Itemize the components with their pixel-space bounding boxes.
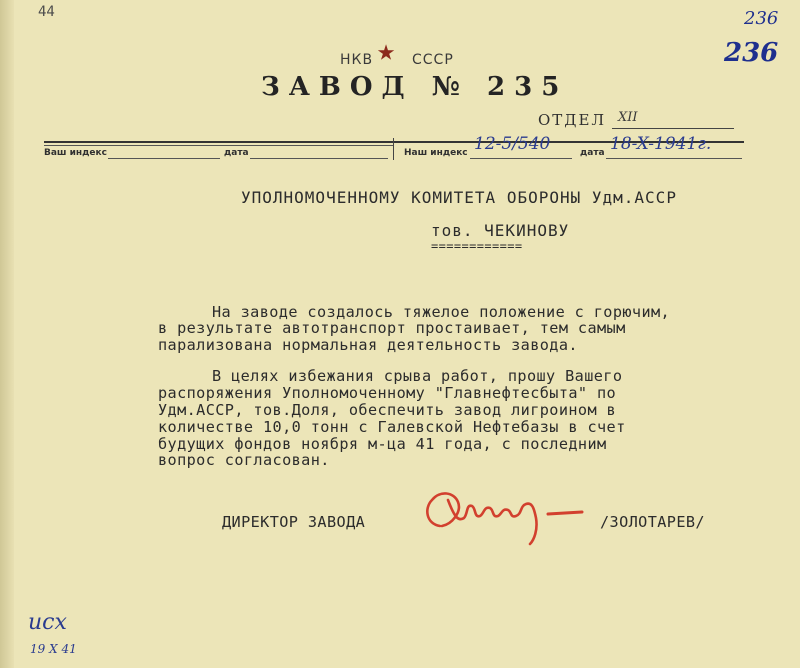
letter-date-value: 18-X-1941г.: [610, 134, 712, 154]
handwritten-signature: [418, 478, 598, 548]
department-value: ХII: [618, 110, 638, 125]
date-line-1: [250, 158, 388, 159]
your-index-label: Ваш индекс: [44, 148, 107, 158]
body-line: вопрос согласован.: [158, 451, 330, 469]
archive-number-small: 236: [744, 8, 779, 29]
date-line-2: [606, 158, 742, 159]
body-line: будущих фондов ноября м-ца 41 года, с последним: [158, 435, 607, 453]
plant-title: ЗАВОД № 235: [261, 72, 569, 102]
org-nkv: НКВ: [340, 52, 374, 68]
outgoing-mark: исх: [28, 610, 67, 635]
addressee-line-2: тов. ЧЕКИНОВУ: [431, 221, 570, 240]
page-edge: [0, 0, 14, 668]
org-ussr: СССР: [412, 52, 454, 68]
red-star-icon: ★: [377, 33, 396, 68]
letterhead-rule-thin: [44, 145, 394, 146]
body-line: В целях избежания срыва работ, прошу Вашего: [212, 367, 623, 385]
director-name: /ЗОЛОТАРЕВ/: [600, 513, 705, 531]
our-index-line: [470, 158, 572, 159]
department-underline: [612, 128, 734, 129]
addressee-line-1: УПОЛНОМОЧЕННОМУ КОМИТЕТА ОБОРОНЫ Удм.АССР: [241, 188, 677, 207]
body-line: На заводе создалось тяжелое положение с горючим,: [212, 303, 671, 321]
our-index-label: Наш индекс: [404, 148, 468, 158]
archive-code: 44: [38, 4, 55, 20]
addressee-underline: ============: [431, 239, 523, 253]
body-line: Удм.АССР, тов.Доля, обеспечить завод лигроином в: [158, 401, 617, 419]
date-label-1: дата: [224, 148, 249, 158]
index-divider: [393, 138, 394, 160]
body-line: распоряжения Уполномоченному "Главнефтесбыта" по: [158, 384, 617, 402]
archive-number-large: 236: [724, 38, 779, 68]
outgoing-date: 19 Х 41: [30, 642, 77, 656]
your-index-line: [108, 158, 220, 159]
our-index-value: 12-5/540: [474, 134, 551, 154]
director-title: ДИРЕКТОР ЗАВОДА: [222, 513, 366, 531]
body-line: в результате автотранспорт простаивает, тем самым: [158, 319, 626, 337]
date-label-2: дата: [580, 148, 605, 158]
body-line: парализована нормальная деятельность завода.: [158, 336, 578, 354]
department-label: ОТДЕЛ: [538, 111, 606, 129]
body-line: количестве 10,0 тонн с Галевской Нефтебазы в счет: [158, 418, 626, 436]
